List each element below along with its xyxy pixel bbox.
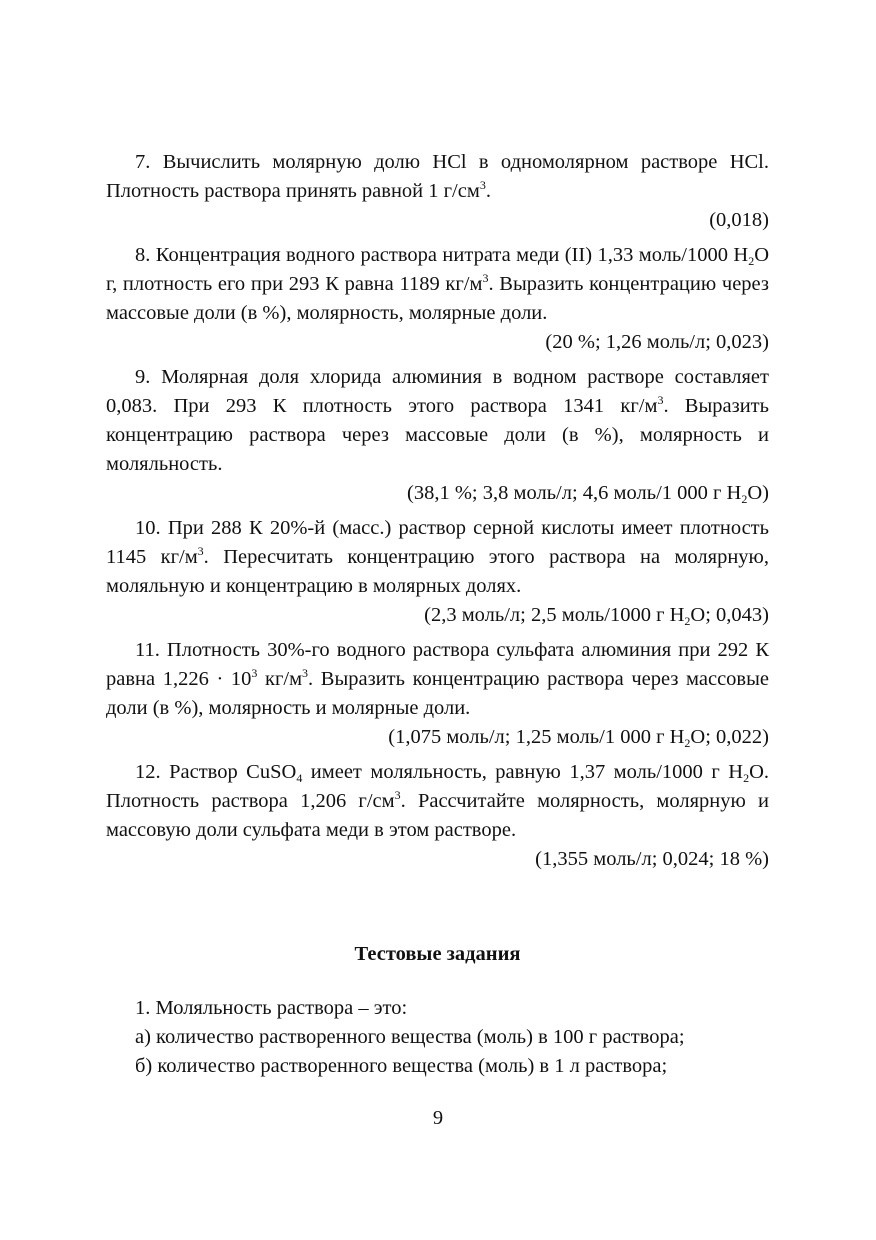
problem-list [106, 148, 769, 880]
problem-text [106, 148, 769, 206]
problem-text [106, 514, 769, 601]
section-heading: Тестовые задания [354, 943, 521, 965]
problem-text [106, 758, 769, 845]
problem-answer [106, 206, 769, 235]
test-questions [106, 994, 769, 1081]
subscript: 2 [684, 736, 691, 750]
subscript: 4 [296, 771, 303, 785]
text-run: 9. Молярная доля хлорида алюминия в водном растворе составляет 0,083. При 293 К плотность этого раствора 1341 кг/м [106, 366, 769, 417]
text-run: O; 0,043) [690, 604, 769, 626]
superscript: 3 [657, 393, 664, 407]
subscript: 2 [748, 254, 755, 268]
test-option-a: а) количество растворенного вещества (моль) в 100 г раствора; [135, 1026, 685, 1048]
text-run: (2,3 моль/л; 2,5 моль/1000 г H [424, 604, 685, 626]
problem-text [106, 636, 769, 723]
text-run: кг/м [257, 668, 303, 690]
problem-answer [106, 601, 769, 630]
text-run: O; 0,022) [690, 726, 769, 748]
problem-item [106, 636, 769, 752]
text-run: 7. Вычислить молярную долю HCl в одномолярном растворе HCl. Плотность раствора принять равной 1 г/см [106, 151, 769, 202]
test-question: 1. Моляльность раствора – это: [135, 997, 408, 1019]
problem-item [106, 514, 769, 630]
text-run: (0,018) [709, 209, 769, 231]
text-run: 11. Плотность 30%-го водного раствора сульфата алюминия при 292 К равна 1,226 · 10 [106, 639, 769, 690]
superscript: 3 [482, 271, 489, 285]
problem-answer [106, 328, 769, 357]
problem-item [106, 758, 769, 874]
text-run: O. Плотность раствора 1,206 г/см [106, 761, 769, 812]
text-run: 12. Раствор CuSO [135, 761, 297, 783]
superscript: 3 [394, 788, 401, 802]
text-run: 8. Концентрация водного раствора нитрата меди (II) 1,33 моль/1000 H [135, 244, 749, 266]
subscript: 2 [684, 614, 691, 628]
text-run: (1,075 моль/л; 1,25 моль/1 000 г H [388, 726, 685, 748]
subscript: 2 [741, 492, 748, 506]
text-run: имеет моляльность, равную 1,37 моль/1000 г H [302, 761, 744, 783]
superscript: 3 [251, 666, 258, 680]
subscript: 2 [743, 771, 750, 785]
problem-item [106, 241, 769, 357]
superscript: 3 [197, 544, 204, 558]
text-run: . Выразить концентрацию раствора через массовые доли (в %), молярность и моляльность. [106, 395, 769, 475]
problem-item [106, 363, 769, 508]
test-option-b: б) количество растворенного вещества (моль) в 1 л раствора; [135, 1055, 668, 1077]
problem-text [106, 241, 769, 328]
problem-answer [106, 723, 769, 752]
problem-item [106, 148, 769, 235]
problem-text [106, 363, 769, 479]
text-run: . Рассчитайте молярность, молярную и массовую доли сульфата меди в этом растворе. [106, 790, 769, 841]
superscript: 3 [479, 178, 486, 192]
text-run: . Выразить концентрацию раствора через массовые доли (в %), молярность и молярные доли. [106, 668, 769, 719]
text-run: 10. При 288 К 20%-й (масс.) раствор серной кислоты имеет плотность 1145 кг/м [106, 517, 769, 568]
text-run: O) [747, 482, 769, 504]
text-run: (20 %; 1,26 моль/л; 0,023) [545, 331, 769, 353]
text-run: (1,355 моль/л; 0,024; 18 %) [535, 848, 769, 870]
text-run: . [485, 180, 491, 202]
text-run: . Выразить концентрацию через массовые доли (в %), молярность, молярные доли. [106, 273, 769, 324]
text-run: O г, плотность его при 293 К равна 1189 кг/м [106, 244, 769, 295]
superscript: 3 [302, 666, 309, 680]
text-run: (38,1 %; 3,8 моль/л; 4,6 моль/1 000 г H [407, 482, 742, 504]
page-number: 9 [432, 1107, 444, 1129]
text-run: . Пересчитать концентрацию этого раствора на молярную, моляльную и концентрацию в молярных долях. [106, 546, 769, 597]
problem-answer [106, 479, 769, 508]
problem-answer [106, 845, 769, 874]
